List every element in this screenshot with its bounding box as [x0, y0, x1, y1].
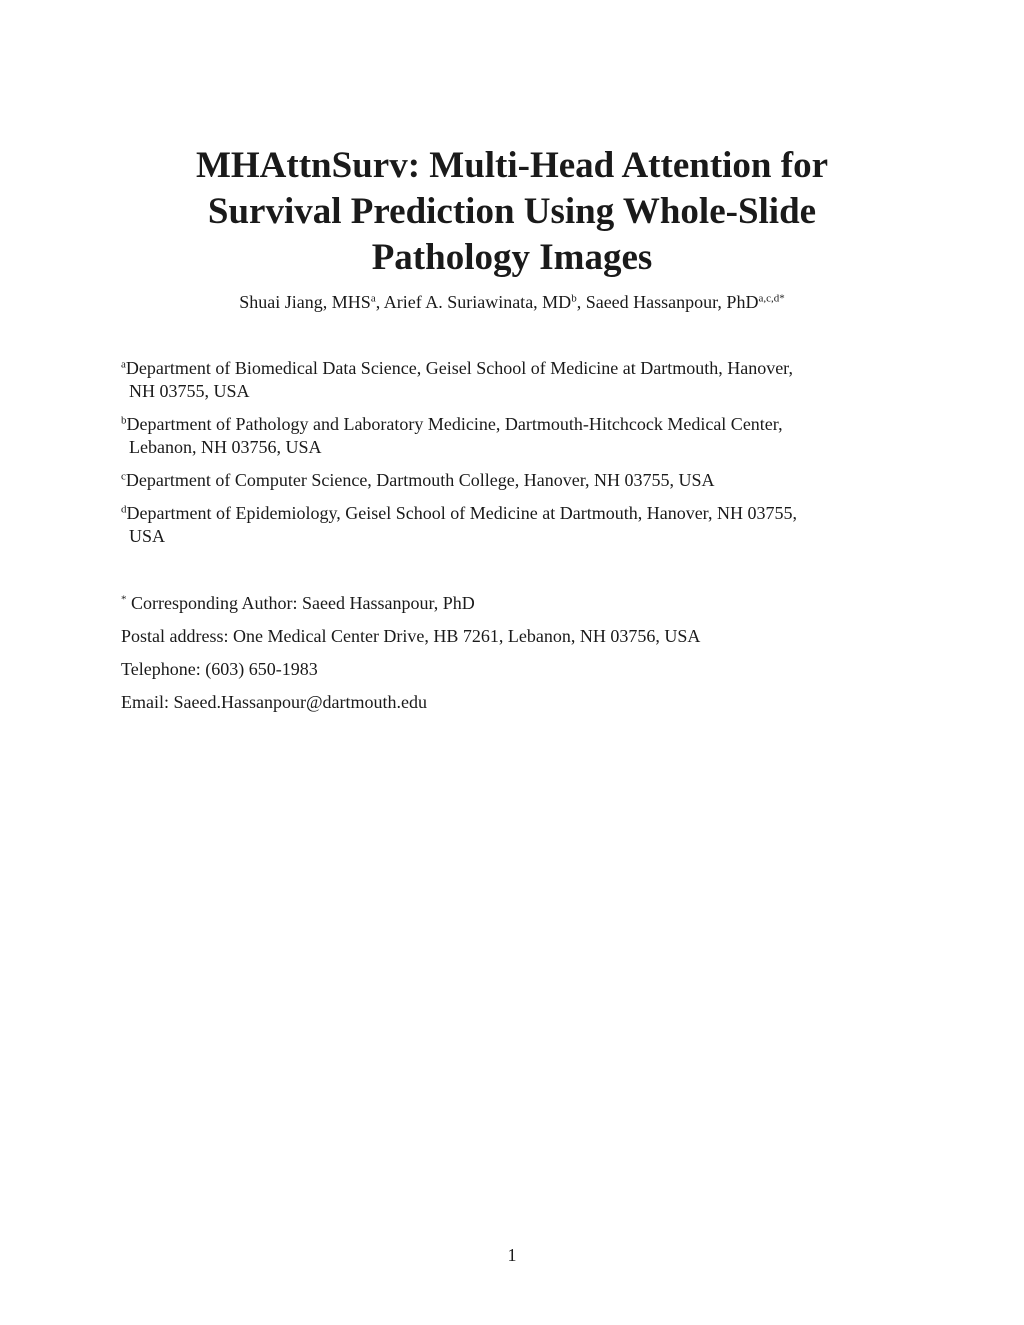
author-list	[112, 290, 912, 314]
affiliation-text: Department of Biomedical Data Science, Geisel School of Medicine at Dartmouth, Hanover,	[125, 358, 793, 378]
email-address: Email: Saeed.Hassanpour@dartmouth.edu	[121, 692, 427, 712]
affiliation-text-continued: USA	[129, 526, 166, 546]
author-name: Shuai Jiang, MHS	[239, 292, 371, 312]
telephone: Telephone: (603) 650-1983	[121, 659, 318, 679]
author-affiliation-marker: b	[571, 292, 577, 305]
affiliation-text-continued: NH 03755, USA	[129, 381, 250, 401]
affiliation-marker: b	[121, 414, 127, 427]
author-separator: ,	[576, 292, 586, 312]
affiliation-item	[121, 357, 901, 403]
author-name: Saeed Hassanpour, PhD	[585, 292, 759, 312]
affiliation-item	[121, 469, 901, 492]
affiliation-text: Department of Pathology and Laboratory Medicine, Dartmouth-Hitchcock Medical Center,	[126, 414, 783, 434]
corresponding-marker: *	[121, 593, 127, 606]
affiliation-item	[121, 502, 901, 548]
affiliation-item	[121, 413, 901, 459]
author-name: Arief A. Suriawinata, MD	[383, 292, 572, 312]
page-number: 1	[507, 1245, 517, 1265]
author-affiliation-marker: a	[370, 292, 376, 305]
author-separator: ,	[375, 292, 384, 312]
affiliation-text: Department of Epidemiology, Geisel School of Medicine at Dartmouth, Hanover, NH 03755,	[126, 503, 797, 523]
author-affiliation-marker: a,c,d*	[758, 292, 785, 305]
postal-address: Postal address: One Medical Center Drive, HB 7261, Lebanon, NH 03756, USA	[121, 626, 701, 646]
paper-title	[112, 143, 912, 281]
affiliation-text-continued: Lebanon, NH 03756, USA	[129, 437, 322, 457]
affiliation-text: Department of Computer Science, Dartmouth College, Hanover, NH 03755, USA	[125, 470, 715, 490]
affiliation-marker: d	[121, 503, 127, 516]
affiliation-marker: a	[121, 358, 126, 371]
title-line: MHAttnSurv: Multi-Head Attention for	[195, 145, 829, 186]
title-line: Pathology Images	[371, 237, 653, 278]
title-line: Survival Prediction Using Whole-Slide	[207, 191, 817, 232]
affiliation-marker: c	[121, 470, 126, 483]
corresponding-author	[121, 592, 901, 615]
corresponding-text: Corresponding Author: Saeed Hassanpour, PhD	[126, 593, 475, 613]
